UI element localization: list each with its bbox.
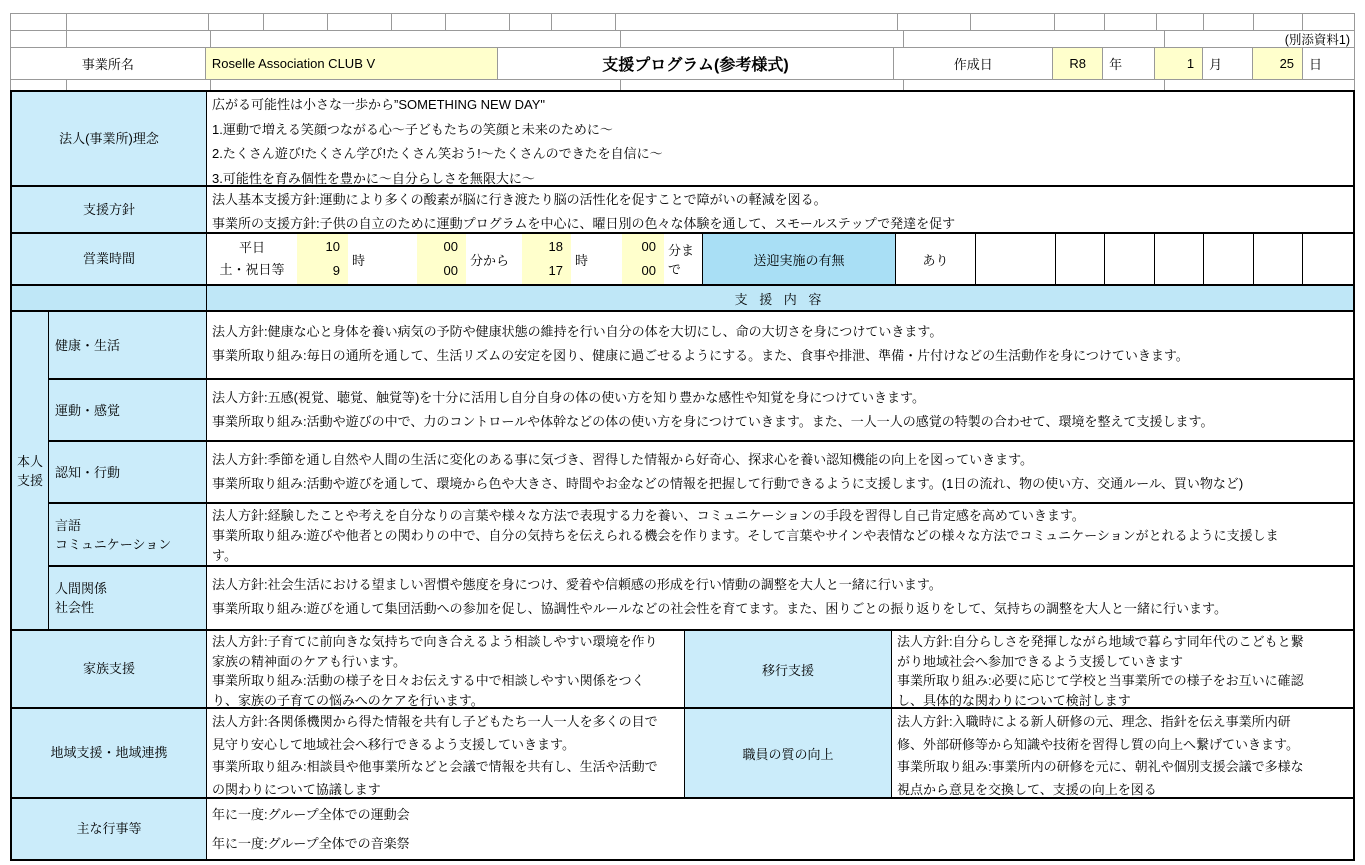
support-content-title: 支 援 内 容 — [207, 286, 1353, 310]
family-support-label: 家族支援 — [12, 631, 207, 707]
grid-cell — [904, 31, 1165, 47]
grid-cell — [1165, 80, 1355, 90]
staff-quality-text — [892, 709, 1353, 797]
label-line: 支援 — [16, 472, 43, 488]
health-life-label: 健康・生活 — [49, 312, 207, 378]
hour-unit: 時 — [352, 252, 366, 268]
text-line: 事業所取り組み:遊びや他者との関わりの中で、自分の気持ちを伝えられる機会を作ります。そして言葉やサインや表情などの様々な方法でコミュニケーションがとれるように支援しま — [212, 528, 1279, 543]
open-hour-holiday: 9 — [332, 263, 340, 278]
year-unit: 年 — [1103, 48, 1155, 79]
empty-cell — [1303, 234, 1357, 284]
relationships-social-text — [207, 567, 1353, 629]
label-line: 社会性 — [55, 600, 95, 615]
language-communication-text — [207, 504, 1353, 565]
attachment-note: (別添資料1) — [1165, 31, 1355, 47]
text-line: 事業所取り組み:事業所内の研修を元に、朝礼や個別支援会議で多様な — [897, 759, 1304, 774]
support-program-sheet — [10, 13, 1355, 861]
motor-sense-text — [207, 380, 1353, 440]
day-type-cell — [207, 234, 297, 284]
grid-cell — [328, 14, 391, 30]
transition-support-text — [892, 631, 1353, 707]
philosophy-text — [207, 92, 1353, 185]
grid-cell — [552, 14, 616, 30]
spacer-row — [10, 80, 1355, 90]
text-line: 修、外部研修等から知識や技術を習得し質の向上へ繋げていきます。 — [897, 736, 1299, 752]
empty-cell — [1105, 234, 1155, 284]
text-line: 事業所取り組み:毎日の通所を通して、生活リズムの安定を図り、健康に過ごせるようにする。また、食事や排泄、準備・片付けなどの生活動作を身につけていきます。 — [212, 348, 1189, 363]
text-line: 法人方針:自分らしさを発揮しながら地域で暮らす同年代のこどもと繋 — [897, 634, 1304, 649]
day-type-holiday: 土・祝日等 — [219, 262, 285, 277]
close-hour-holiday: 17 — [548, 263, 563, 278]
grid-cell — [264, 14, 328, 30]
grid-cell — [621, 80, 905, 90]
grid-cell — [1204, 14, 1254, 30]
grid-cell — [1254, 14, 1304, 30]
grid-cell — [11, 80, 67, 90]
day-unit: 日 — [1303, 48, 1355, 79]
text-line: 法人方針:五感(視覚、聴覚、触覚等)を十分に活用し自分自身の体の使い方を知り豊かな感性や知覚を身につけていきます。 — [212, 390, 925, 405]
open-hour-field[interactable] — [297, 234, 348, 284]
text-line: 事業所取り組み:遊びを通して集団活動への参加を促し、協調性やルールなどの社会性を育てます。また、困りごとの振り返りをして、気持ちの調整を大人と一緒に行います。 — [212, 601, 1228, 616]
open-minute-weekday: 00 — [443, 239, 458, 254]
text-line: 法人方針:各関係機関から得た情報を共有し子どもたち一人一人を多くの目で — [212, 714, 658, 729]
philosophy-row — [12, 92, 1353, 187]
empty-cell — [1155, 234, 1204, 284]
hours-content — [207, 234, 1357, 284]
text-line: 事業所取り組み:相談員や他事業所などと会議で情報を共有し、生活や活動で — [212, 759, 658, 774]
grid-cell — [11, 14, 67, 30]
open-minute-field[interactable] — [417, 234, 466, 284]
grid-cell — [621, 31, 905, 47]
text-line: 事業所取り組み:活動や遊びの中で、力のコントロールや体幹などの体の使い方を身につけていきます。また、一人一人の感覚の特製の合わせて、環境を整えて支援します。 — [212, 414, 1214, 429]
grid-cell — [898, 14, 971, 30]
empty-cell — [1254, 234, 1303, 284]
community-staff-row — [12, 709, 1353, 799]
grid-cell — [392, 14, 447, 30]
motor-sense-label: 運動・感覚 — [49, 380, 207, 440]
pickup-label: 送迎実施の有無 — [702, 234, 896, 284]
grid-cell — [971, 14, 1055, 30]
grid-cell — [1157, 14, 1205, 30]
cognition-behavior-row — [49, 442, 1353, 504]
text-line: す。 — [212, 548, 237, 563]
relationships-social-label — [49, 567, 207, 629]
staff-quality-label: 職員の質の向上 — [685, 709, 892, 797]
month-unit: 月 — [1203, 48, 1253, 79]
community-support-label: 地域支援・地域連携 — [12, 709, 207, 797]
grid-cell — [904, 80, 1165, 90]
personal-support-block — [12, 312, 1353, 631]
family-support-text — [207, 631, 685, 707]
health-life-row — [49, 312, 1353, 380]
text-line: 3.可能性を育み個性を豊かに〜自分らしさを無限大に〜 — [212, 170, 535, 185]
personal-support-label — [12, 312, 49, 629]
text-line: 家族の精神面のケアも行います。 — [212, 653, 406, 669]
text-line: 事業所取り組み:活動の様子を日々お伝えする中で相談しやすい関係をつく — [212, 673, 645, 688]
family-transition-row — [12, 631, 1353, 709]
grid-cell — [1105, 14, 1157, 30]
text-line: 広がる可能性は小さな一歩から”SOMETHING NEW DAY" — [212, 97, 545, 112]
support-content-band — [12, 286, 1353, 312]
close-minute-holiday: 00 — [641, 263, 656, 278]
text-line: 事業所取り組み:活動や遊びを通して、環境から色や大きさ、時間やお金などの情報を把握して行動できるように支援します。(1日の流れ、物の使い方、交通ルール、買い物など) — [212, 476, 1244, 491]
grid-cell — [446, 14, 509, 30]
month-field[interactable]: 1 — [1155, 48, 1203, 79]
hours-row — [12, 234, 1353, 286]
personal-support-rows — [49, 312, 1353, 629]
text-line: 法人方針:子育てに前向きな気持ちで向き合えるよう相談しやすい環境を作り — [212, 634, 658, 649]
label-line: 人間関係 — [55, 581, 108, 596]
relationships-social-row — [49, 567, 1353, 629]
close-hour-weekday: 18 — [548, 239, 563, 254]
text-line: がり地域社会へ参加できるよう支援していきます — [897, 653, 1184, 669]
empty-cell — [976, 234, 1056, 284]
grid-cell — [67, 80, 211, 90]
open-minute-holiday: 00 — [443, 263, 458, 278]
era-field[interactable]: R8 — [1053, 48, 1103, 79]
hours-label: 営業時間 — [12, 234, 207, 284]
policy-row — [12, 187, 1353, 234]
language-communication-row — [49, 504, 1353, 567]
to-unit: 分まで — [668, 243, 695, 277]
top-grid-row-2 — [10, 30, 1355, 47]
cognition-behavior-text — [207, 442, 1353, 502]
motor-sense-row — [49, 380, 1353, 442]
health-life-text — [207, 312, 1353, 378]
hour-unit-2: 時 — [575, 252, 589, 268]
grid-cell — [67, 31, 211, 47]
label-line: 言語 — [55, 517, 82, 533]
text-line: 法人方針:経験したことや考えを自分なりの言葉や様々な方法で表現する力を養い、コミュニケーションの手段を習得し自己肯定感を高めていきます。 — [212, 508, 1085, 523]
text-line: の関わりについて協議します — [212, 781, 381, 797]
grid-cell — [211, 31, 621, 47]
text-line: 年に一度:グループ全体での音楽祭 — [212, 836, 410, 851]
grid-cell — [209, 14, 264, 30]
text-line: 年に一度:グループ全体での運動会 — [212, 807, 410, 822]
text-line: 見守り安心して地域社会へ移行できるよう支援していきます。 — [212, 736, 575, 752]
grid-cell — [510, 14, 552, 30]
close-minute-weekday: 00 — [641, 239, 656, 254]
label-line: コミュニケーション — [55, 536, 172, 552]
text-line: 事業所の支援方針:子供の自立のために運動プログラムを中心に、曜日別の色々な体験を通して、スモールステップで発達を促す — [212, 216, 956, 231]
philosophy-label: 法人(事業所)理念 — [12, 92, 207, 185]
day-field[interactable]: 25 — [1253, 48, 1303, 79]
community-support-text — [207, 709, 685, 797]
events-row — [12, 799, 1353, 859]
header-row — [10, 47, 1355, 80]
grid-cell — [67, 14, 210, 30]
events-label: 主な行事等 — [12, 799, 207, 859]
policy-label: 支援方針 — [12, 187, 207, 232]
grid-cell — [1303, 14, 1355, 30]
text-line: り、家族の子育ての悩みへのケアを行います。 — [212, 692, 484, 707]
text-line: 法人方針:入職時による新人研修の元、理念、指針を伝え事業所内研 — [897, 714, 1291, 729]
text-line: 法人方針:季節を通し自然や人間の生活に変化のある事に気づき、習得した情報から好奇心、探求心を養い認知機能の向上を図っていきます。 — [212, 452, 1034, 467]
empty-cell — [1056, 234, 1105, 284]
policy-text — [207, 187, 1353, 232]
main-table — [10, 90, 1355, 861]
transition-support-label: 移行支援 — [685, 631, 892, 707]
page-title: 支援プログラム(参考様式) — [498, 48, 895, 79]
text-line: 視点から意見を交換して、支援の向上を図る — [897, 781, 1157, 797]
text-line: 法人方針:社会生活における望ましい習慣や態度を身につけ、愛着や信頼感の形成を行い情動の調整を大人と一緒に行います。 — [212, 577, 942, 592]
day-type-weekday: 平日 — [238, 240, 265, 255]
close-minute-field[interactable] — [622, 234, 664, 284]
text-line: 事業所取り組み:必要に応じて学校と当事業所での様子をお互いに確認 — [897, 673, 1304, 688]
grid-cell — [1055, 14, 1105, 30]
close-hour-field[interactable] — [522, 234, 571, 284]
grid-cell — [616, 14, 898, 30]
text-line: 1.運動で増える笑顔つながる心〜子どもたちの笑顔と未来のために〜 — [212, 121, 613, 137]
label-line: 本人 — [16, 453, 43, 469]
text-line: 法人方針:健康な心と身体を養い病気の予防や健康状態の維持を行い自分の体を大切にし、命の大切さを身につけていきます。 — [212, 324, 943, 339]
grid-cell — [11, 31, 67, 47]
band-left-cell — [12, 286, 207, 310]
created-date-label: 作成日 — [894, 48, 1053, 79]
language-communication-label — [49, 504, 207, 565]
text-line: し、具体的な関わりについて検討します — [897, 692, 1131, 707]
empty-cell — [1204, 234, 1254, 284]
events-text — [207, 799, 1353, 859]
from-unit: 分から — [470, 252, 510, 268]
office-name-field[interactable]: Roselle Association CLUB V — [206, 48, 498, 79]
text-line: 2.たくさん遊び!たくさん学び!たくさん笑おう!〜たくさんのできたを自信に〜 — [212, 146, 663, 161]
top-grid-row-1 — [10, 13, 1355, 30]
pickup-value[interactable]: あり — [896, 234, 976, 284]
text-line: 法人基本支援方針:運動により多くの酸素が脳に行き渡たり脳の活性化を促すことで障がいの軽減を図る。 — [212, 192, 827, 207]
office-name-label: 事業所名 — [11, 48, 206, 79]
open-hour-weekday: 10 — [325, 239, 340, 254]
grid-cell — [211, 80, 621, 90]
cognition-behavior-label: 認知・行動 — [49, 442, 207, 502]
